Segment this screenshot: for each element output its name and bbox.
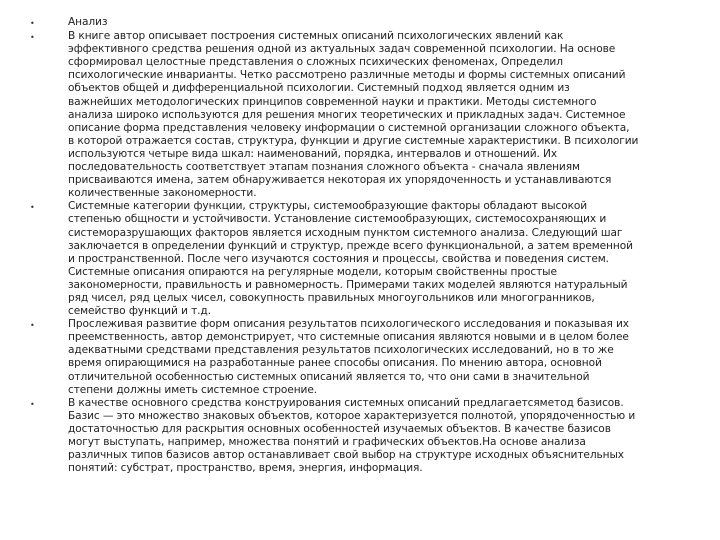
list-item: [30, 318, 690, 397]
list-item: [30, 16, 690, 30]
bullet-icon: •: [30, 321, 35, 331]
bullet-icon: •: [30, 19, 35, 28]
bullet-icon: •: [30, 399, 35, 409]
list-item: [30, 200, 690, 318]
bullet-text: Анализ: [68, 16, 108, 28]
list-item: [30, 30, 690, 200]
bullet-icon: •: [30, 203, 35, 213]
bullet-text: В книге автор описывает построения системных описаний психологических явлений как эффективного средства решения одной из актуальных задач современной психологии. На основе сформировал целостные представления о сложных психических феноменах, Определил психологические инварианты. Четко рассмотрено различные методы и формы системных описаний объектов общей и дифференциальной психологии. Системный подход является одним из важнейших методологических принципов современной науки и практики. Методы системного анализа широко используются для решения многих теоретических и прикладных задач. Системное описание форма представления человеку информации о системной организации сложного объекта, в которой отражается состав, структура, функции и другие системные характеристики. В психологии используются четыре вида шкал: наименований, порядка, интервалов и отношений. Их последовательность соответствует этапам познания сложного объекта - сначала явлениям присваиваются имена, затем обнаруживается некоторая их упорядоченность и устанавливаются количественные закономерности.: [68, 30, 639, 200]
bullet-text: В качестве основного средства конструирования системных описаний предлагаетсяметод базисов. Базис — это множество знаковых объектов, которое характеризуется полнотой, упорядоченностью и достаточностью для раскрытия основных особенностей изучаемых объектов. В качестве базисов могут выступать, например, множества понятий и графических объектов.На основе анализа различных типов базисов автор останавливает свой выбор на структуре исходных объяснительных понятий: субстрат, пространство, время, энергия, информация.: [68, 396, 636, 475]
bullet-text: Системные категории функции, структуры, системообразующие факторы обладают высокой степенью общности и устойчивости. Установление системообразующих, системосохраняющих и системоразрушающих факторов является исходным пунктом системного анализа. Следующий шаг заключается в определении функций и структур, прежде всего функциональной, а затем временной и пространственной. После чего изучаются состояния и процессы, свойства и поведения систем. Системные описания опираются на регулярные модели, которым свойственны простые закономерности, правильность и равномерность. Примерами таких моделей являются натуральный ряд чисел, ряд целых чисел, совокупность правильных многоугольников или многогранников, семейство функций и т.д.: [68, 200, 633, 318]
bullet-icon: •: [30, 33, 35, 43]
bullet-text: Прослеживая развитие форм описания результатов психологического исследования и показывая их преемственность, автор демонстрирует, что системные описания являются новыми и в целом более адекватными средствами представления результатов психологических исследований, но в то же время опирающимися на разработанные ранее способы описания. По мнению автора, основной отличительной особенностью системных описаний является то, что они сами в значительной степени должны иметь системное строение.: [68, 318, 629, 396]
bullet-list: [30, 16, 690, 475]
list-item: [30, 397, 690, 476]
